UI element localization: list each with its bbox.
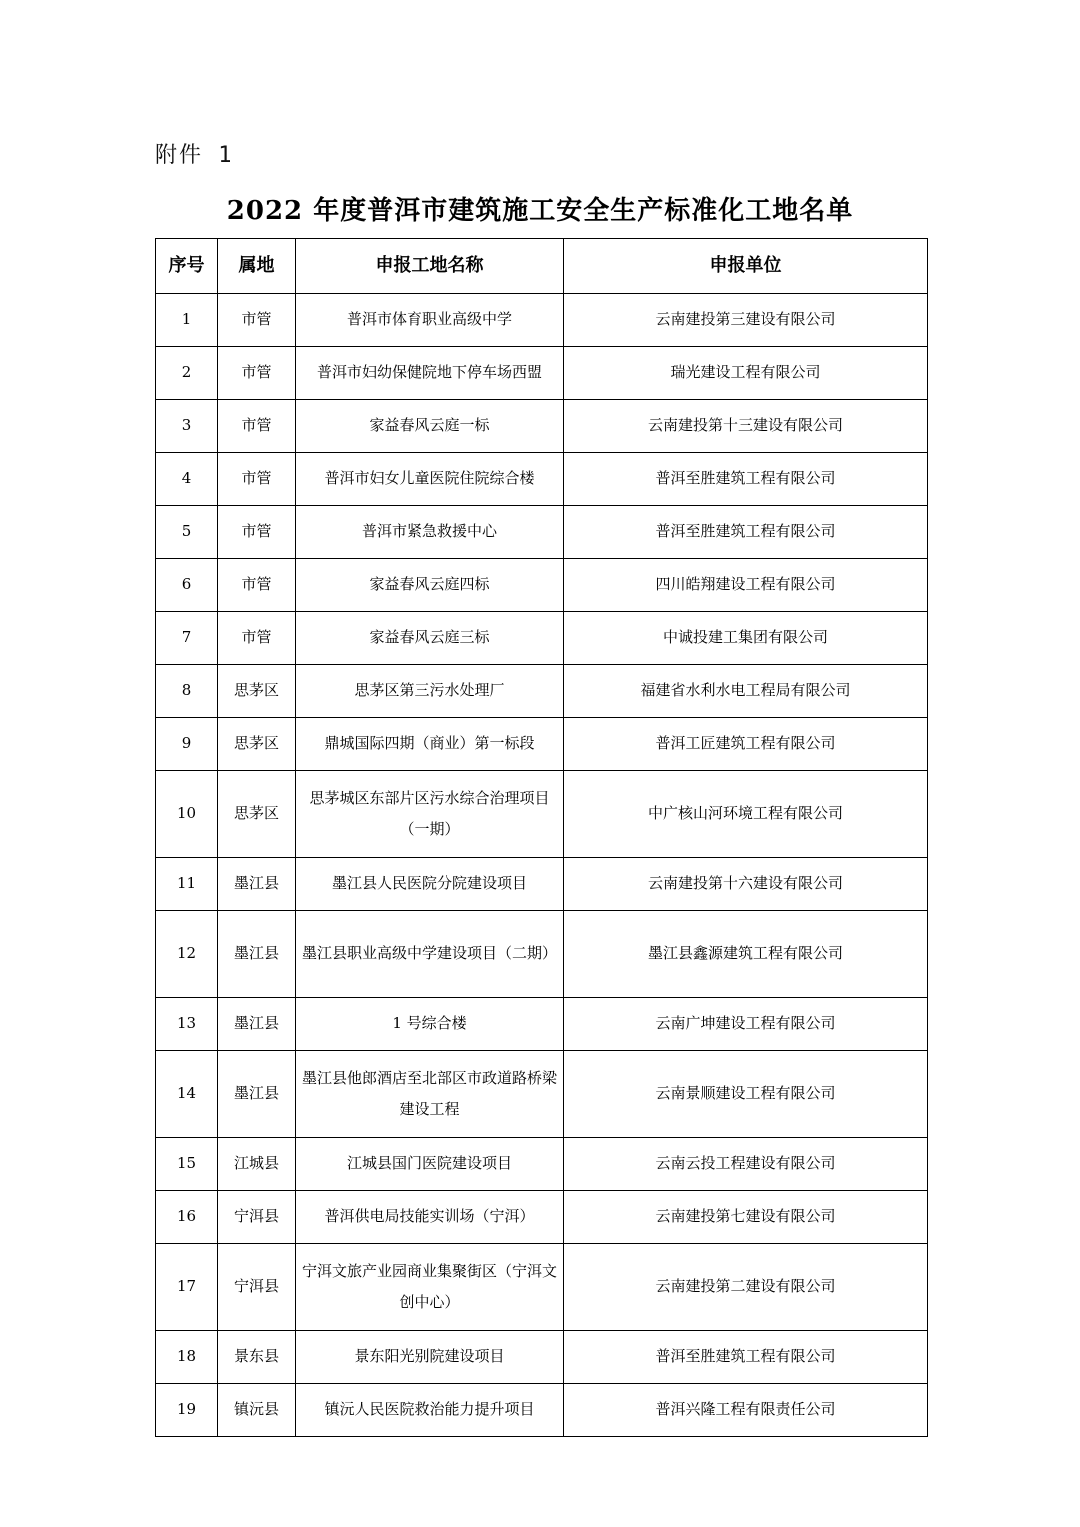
cell-site: 普洱市妇幼保健院地下停车场西盟 xyxy=(296,347,564,400)
cell-site: 思茅城区东部片区污水综合治理项目（一期） xyxy=(296,771,564,858)
cell-area: 景东县 xyxy=(218,1331,296,1384)
cell-unit: 中广核山河环境工程有限公司 xyxy=(564,771,928,858)
cell-unit: 云南景顺建设工程有限公司 xyxy=(564,1051,928,1138)
cell-unit: 墨江县鑫源建筑工程有限公司 xyxy=(564,911,928,998)
cell-unit: 普洱工匠建筑工程有限公司 xyxy=(564,718,928,771)
cell-area: 墨江县 xyxy=(218,998,296,1051)
cell-no: 6 xyxy=(156,559,218,612)
table-row xyxy=(156,1244,928,1331)
cell-unit: 云南广坤建设工程有限公司 xyxy=(564,998,928,1051)
cell-site: 墨江县他郎酒店至北部区市政道路桥梁建设工程 xyxy=(296,1051,564,1138)
cell-area: 宁洱县 xyxy=(218,1244,296,1331)
cell-no: 12 xyxy=(156,911,218,998)
table-row xyxy=(156,1138,928,1191)
cell-area: 思茅区 xyxy=(218,771,296,858)
cell-area: 江城县 xyxy=(218,1138,296,1191)
cell-site: 鼎城国际四期（商业）第一标段 xyxy=(296,718,564,771)
cell-unit: 中诚投建工集团有限公司 xyxy=(564,612,928,665)
table-row xyxy=(156,665,928,718)
cell-site: 普洱市体育职业高级中学 xyxy=(296,294,564,347)
table-row xyxy=(156,911,928,998)
cell-unit: 普洱至胜建筑工程有限公司 xyxy=(564,1331,928,1384)
cell-site: 家益春风云庭一标 xyxy=(296,400,564,453)
cell-site: 宁洱文旅产业园商业集聚街区（宁洱文创中心） xyxy=(296,1244,564,1331)
cell-site: 普洱市妇女儿童医院住院综合楼 xyxy=(296,453,564,506)
table-row xyxy=(156,294,928,347)
cell-area: 市管 xyxy=(218,506,296,559)
table-row xyxy=(156,1051,928,1138)
cell-site: 江城县国门医院建设项目 xyxy=(296,1138,564,1191)
cell-site: 镇沅人民医院救治能力提升项目 xyxy=(296,1384,564,1437)
cell-unit: 云南建投第三建设有限公司 xyxy=(564,294,928,347)
cell-no: 18 xyxy=(156,1331,218,1384)
cell-unit: 云南建投第十三建设有限公司 xyxy=(564,400,928,453)
cell-site: 景东阳光别院建设项目 xyxy=(296,1331,564,1384)
cell-unit: 瑞光建设工程有限公司 xyxy=(564,347,928,400)
cell-area: 市管 xyxy=(218,612,296,665)
cell-area: 市管 xyxy=(218,453,296,506)
attachment-label: 附件 1 xyxy=(155,143,234,168)
table-row xyxy=(156,718,928,771)
cell-unit: 普洱至胜建筑工程有限公司 xyxy=(564,506,928,559)
cell-site: 思茅区第三污水处理厂 xyxy=(296,665,564,718)
cell-no: 15 xyxy=(156,1138,218,1191)
cell-no: 9 xyxy=(156,718,218,771)
cell-no: 19 xyxy=(156,1384,218,1437)
header-area: 属地 xyxy=(218,239,296,294)
table-row xyxy=(156,559,928,612)
cell-site: 普洱供电局技能实训场（宁洱） xyxy=(296,1191,564,1244)
cell-site: 家益春风云庭三标 xyxy=(296,612,564,665)
cell-area: 墨江县 xyxy=(218,1051,296,1138)
cell-area: 思茅区 xyxy=(218,665,296,718)
cell-no: 17 xyxy=(156,1244,218,1331)
cell-area: 市管 xyxy=(218,559,296,612)
table-row xyxy=(156,506,928,559)
table-row xyxy=(156,453,928,506)
table-header-row xyxy=(156,239,928,294)
header-no: 序号 xyxy=(156,239,218,294)
cell-unit: 福建省水利水电工程局有限公司 xyxy=(564,665,928,718)
cell-unit: 云南云投工程建设有限公司 xyxy=(564,1138,928,1191)
table-row xyxy=(156,1191,928,1244)
cell-area: 思茅区 xyxy=(218,718,296,771)
cell-area: 镇沅县 xyxy=(218,1384,296,1437)
cell-no: 10 xyxy=(156,771,218,858)
cell-site: 家益春风云庭四标 xyxy=(296,559,564,612)
cell-no: 7 xyxy=(156,612,218,665)
cell-no: 3 xyxy=(156,400,218,453)
cell-no: 13 xyxy=(156,998,218,1051)
cell-no: 4 xyxy=(156,453,218,506)
table-body xyxy=(156,294,928,1437)
table-row xyxy=(156,347,928,400)
header-unit: 申报单位 xyxy=(564,239,928,294)
table-row xyxy=(156,998,928,1051)
cell-unit: 云南建投第二建设有限公司 xyxy=(564,1244,928,1331)
table-row xyxy=(156,1384,928,1437)
cell-unit: 云南建投第七建设有限公司 xyxy=(564,1191,928,1244)
cell-unit: 普洱兴隆工程有限责任公司 xyxy=(564,1384,928,1437)
header-site: 申报工地名称 xyxy=(296,239,564,294)
page-title: 2022 年度普洱市建筑施工安全生产标准化工地名单 xyxy=(226,196,854,226)
table-row xyxy=(156,1331,928,1384)
cell-unit: 云南建投第十六建设有限公司 xyxy=(564,858,928,911)
cell-no: 1 xyxy=(156,294,218,347)
construction-site-table xyxy=(155,238,928,1437)
cell-area: 市管 xyxy=(218,400,296,453)
cell-unit: 普洱至胜建筑工程有限公司 xyxy=(564,453,928,506)
cell-site: 1 号综合楼 xyxy=(296,998,564,1051)
cell-no: 5 xyxy=(156,506,218,559)
cell-site: 墨江县人民医院分院建设项目 xyxy=(296,858,564,911)
cell-site: 普洱市紧急救援中心 xyxy=(296,506,564,559)
cell-area: 墨江县 xyxy=(218,911,296,998)
cell-area: 市管 xyxy=(218,294,296,347)
cell-area: 市管 xyxy=(218,347,296,400)
cell-area: 宁洱县 xyxy=(218,1191,296,1244)
table-row xyxy=(156,612,928,665)
cell-no: 2 xyxy=(156,347,218,400)
cell-no: 16 xyxy=(156,1191,218,1244)
cell-area: 墨江县 xyxy=(218,858,296,911)
cell-no: 8 xyxy=(156,665,218,718)
cell-no: 14 xyxy=(156,1051,218,1138)
table-row xyxy=(156,771,928,858)
cell-site: 墨江县职业高级中学建设项目（二期） xyxy=(296,911,564,998)
table-row xyxy=(156,858,928,911)
cell-unit: 四川皓翔建设工程有限公司 xyxy=(564,559,928,612)
cell-no: 11 xyxy=(156,858,218,911)
table-row xyxy=(156,400,928,453)
